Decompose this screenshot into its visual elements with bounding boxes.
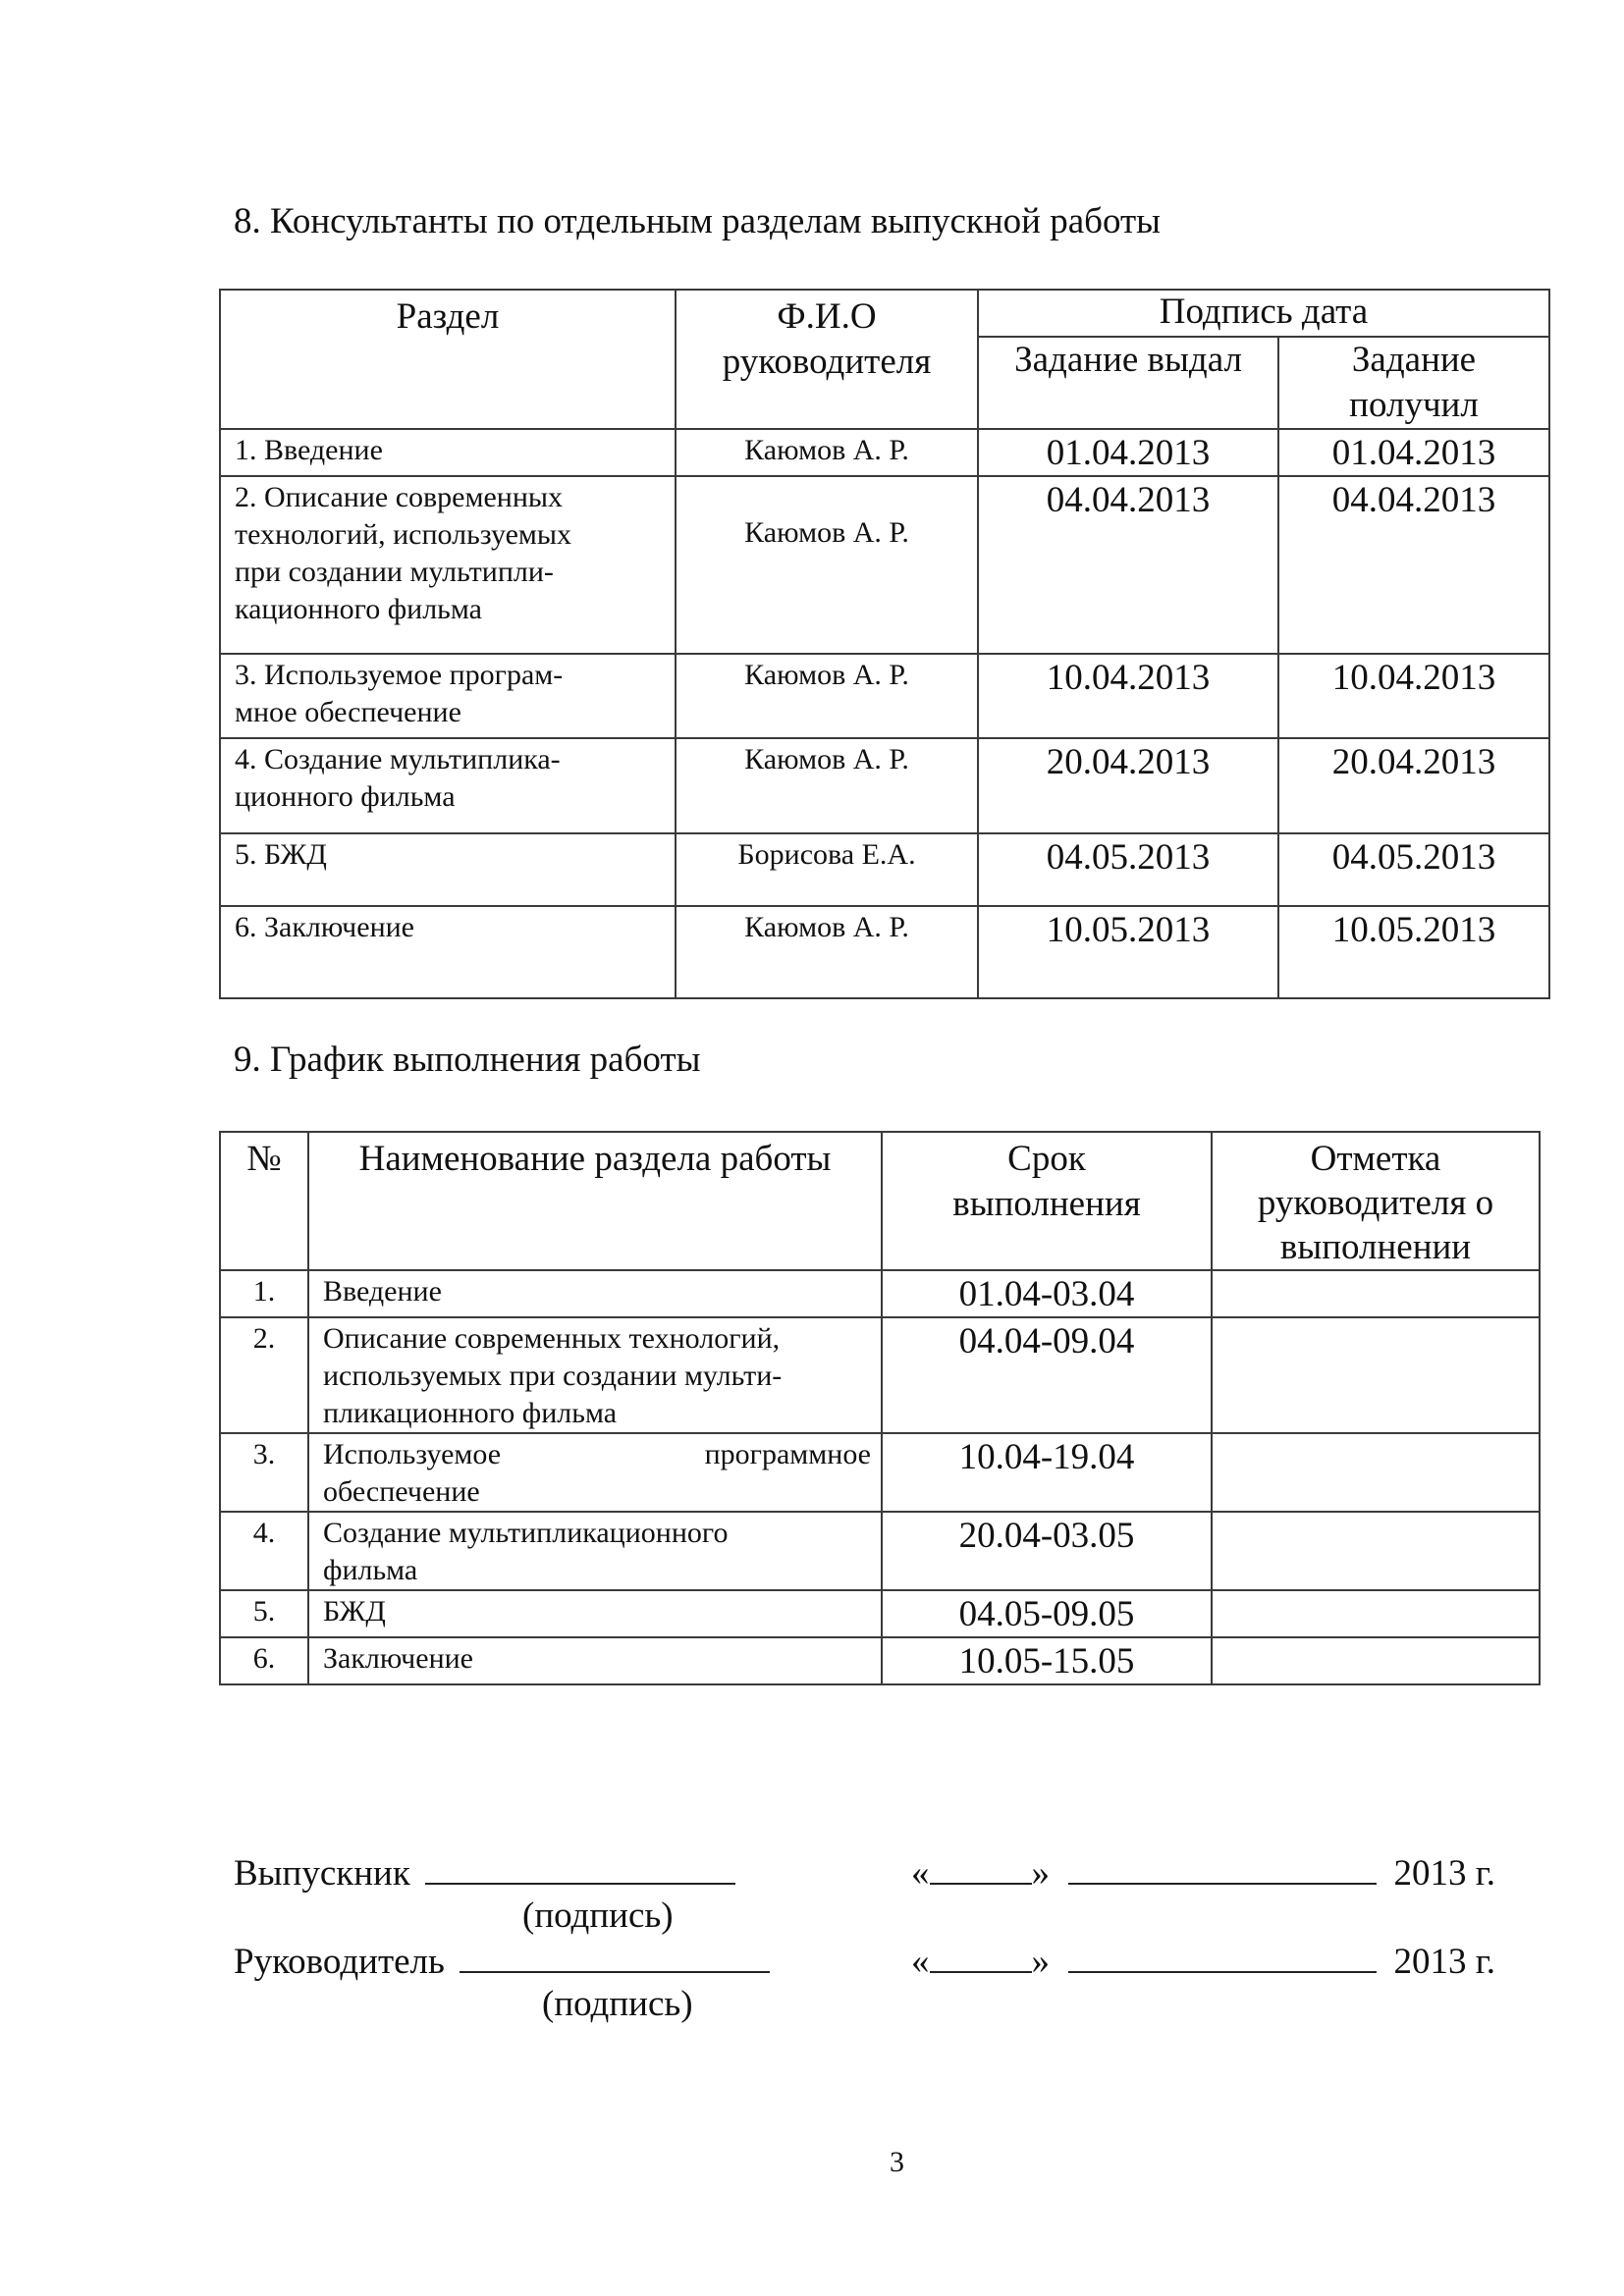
row-deadline: 04.05-09.05 — [882, 1590, 1212, 1637]
row-number: 3. — [220, 1433, 308, 1512]
row-number: 2. — [220, 1317, 308, 1433]
row-name: Каюмов А. Р. — [676, 429, 978, 476]
row-section: 1. Введение — [220, 429, 676, 476]
graduate-year: 2013 г. — [1393, 1853, 1496, 1894]
schedule-table — [219, 1131, 1541, 1685]
day-blank — [930, 1847, 1032, 1885]
graduate-signature-blank — [425, 1847, 735, 1885]
row-received-date: 10.05.2013 — [1278, 906, 1549, 998]
row-deadline: 04.04-09.04 — [882, 1317, 1212, 1433]
row-work-name: Используемое программное обеспечение — [308, 1433, 882, 1512]
row-number: 4. — [220, 1512, 308, 1590]
row-deadline: 10.04-19.04 — [882, 1433, 1212, 1512]
row-number: 6. — [220, 1637, 308, 1684]
row-issued-date: 01.04.2013 — [978, 429, 1278, 476]
row-mark — [1212, 1317, 1540, 1433]
row-received-date: 10.04.2013 — [1278, 654, 1549, 738]
table-row — [220, 1317, 1540, 1433]
table-row — [220, 429, 1549, 476]
graduate-signature-caption: (подпись) — [522, 1896, 674, 1936]
graduate-signature-line — [234, 1847, 735, 1895]
row-name: Каюмов А. Р. — [676, 738, 978, 833]
row-number: 5. — [220, 1590, 308, 1637]
row-name: Борисова Е.А. — [676, 833, 978, 906]
row-number: 1. — [220, 1270, 308, 1317]
month-blank — [1068, 1847, 1377, 1885]
supervisor-label: Руководитель — [234, 1942, 445, 1982]
row-mark — [1212, 1433, 1540, 1512]
row-received-date: 20.04.2013 — [1278, 738, 1549, 833]
consultants-table — [219, 289, 1550, 999]
page-number: 3 — [890, 2146, 904, 2178]
row-work-name: Заключение — [308, 1637, 882, 1684]
row-work-name: Описание современных технологий, используемых при создании мульти- пликационного фильма — [308, 1317, 882, 1433]
table-row — [220, 1590, 1540, 1637]
row-received-date: 04.05.2013 — [1278, 833, 1549, 906]
row-section: 3. Используемое програм- мное обеспечение — [220, 654, 676, 738]
header-work-name: Наименование раздела работы — [308, 1132, 882, 1270]
graduate-date-line: « » 2013 г. — [911, 1847, 1495, 1895]
supervisor-date-line: « » 2013 г. — [911, 1936, 1495, 1983]
header-num: № — [220, 1132, 308, 1270]
row-deadline: 01.04-03.04 — [882, 1270, 1212, 1317]
row-deadline: 10.05-15.05 — [882, 1637, 1212, 1684]
row-work-name: Создание мультипликационного фильма — [308, 1512, 882, 1590]
header-mark: Отметка руководителя о выполнении — [1212, 1132, 1540, 1270]
header-received: Задание получил — [1278, 337, 1549, 429]
table-row — [220, 654, 1549, 738]
table-row — [220, 1637, 1540, 1684]
table-row — [220, 1270, 1540, 1317]
table-row — [220, 1433, 1540, 1512]
header-section: Раздел — [220, 290, 676, 429]
table-row — [220, 738, 1549, 833]
row-section: 4. Создание мультиплика- ционного фильма — [220, 738, 676, 833]
graduate-label: Выпускник — [234, 1853, 410, 1894]
supervisor-year: 2013 г. — [1393, 1942, 1496, 1982]
section-9-title: 9. График выполнения работы — [234, 1040, 701, 1080]
row-issued-date: 10.05.2013 — [978, 906, 1278, 998]
row-issued-date: 20.04.2013 — [978, 738, 1278, 833]
table-row — [220, 476, 1549, 654]
row-received-date: 04.04.2013 — [1278, 476, 1549, 654]
table-row — [220, 906, 1549, 998]
row-name: Каюмов А. Р. — [676, 654, 978, 738]
row-name: Каюмов А. Р. — [676, 476, 978, 654]
day-blank — [930, 1936, 1032, 1973]
row-mark — [1212, 1512, 1540, 1590]
row-section: 5. БЖД — [220, 833, 676, 906]
row-mark — [1212, 1270, 1540, 1317]
header-sign-date: Подпись дата — [978, 290, 1549, 337]
header-name: Ф.И.О руководителя — [676, 290, 978, 429]
supervisor-signature-caption: (подпись) — [542, 1984, 693, 2024]
supervisor-signature-line — [234, 1936, 770, 1983]
month-blank — [1068, 1936, 1377, 1973]
row-name: Каюмов А. Р. — [676, 906, 978, 998]
row-section: 2. Описание современных технологий, используемых при создании мультипли- кационного фильма — [220, 476, 676, 654]
row-mark — [1212, 1590, 1540, 1637]
table-row — [220, 1512, 1540, 1590]
header-deadline: Срок выполнения — [882, 1132, 1212, 1270]
header-issued: Задание выдал — [978, 337, 1278, 429]
row-section: 6. Заключение — [220, 906, 676, 998]
table-row — [220, 833, 1549, 906]
row-issued-date: 10.04.2013 — [978, 654, 1278, 738]
row-mark — [1212, 1637, 1540, 1684]
row-work-name: БЖД — [308, 1590, 882, 1637]
section-8-title: 8. Консультанты по отдельным разделам выпускной работы — [234, 201, 1161, 241]
row-work-name: Введение — [308, 1270, 882, 1317]
row-received-date: 01.04.2013 — [1278, 429, 1549, 476]
supervisor-signature-blank — [460, 1936, 770, 1973]
row-deadline: 20.04-03.05 — [882, 1512, 1212, 1590]
row-issued-date: 04.05.2013 — [978, 833, 1278, 906]
row-issued-date: 04.04.2013 — [978, 476, 1278, 654]
